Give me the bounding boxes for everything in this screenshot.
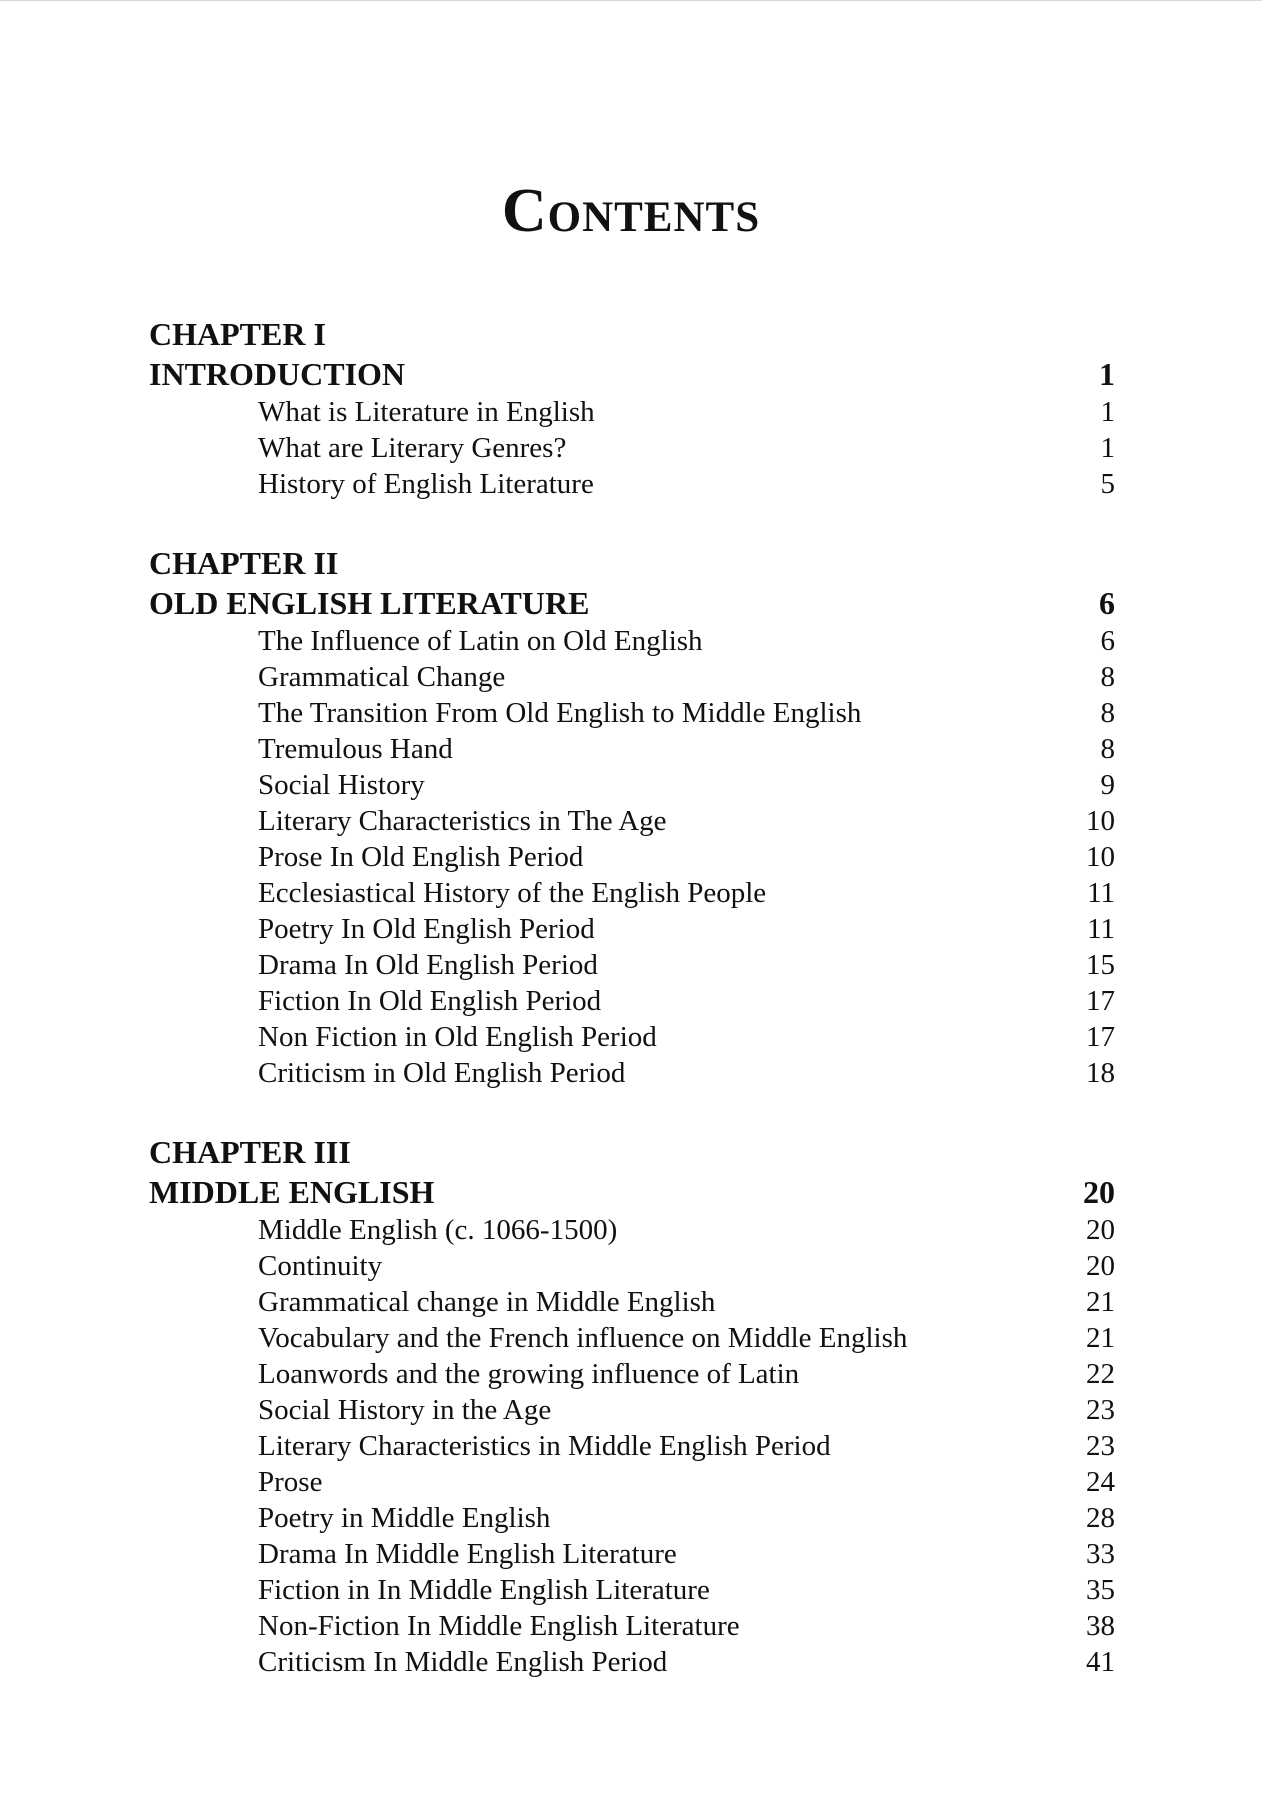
toc-entry[interactable] [149, 1320, 1115, 1356]
toc-entry[interactable] [149, 695, 1115, 731]
toc-entry-page: 11 [1087, 877, 1115, 909]
toc-entry-title: Criticism in Old English Period [258, 1057, 626, 1089]
toc-entry[interactable] [149, 1608, 1115, 1644]
toc-entry-page: 38 [1086, 1610, 1115, 1642]
toc-entry-page: 8 [1100, 733, 1115, 765]
toc-entry[interactable] [149, 466, 1115, 502]
toc-entry-page: 17 [1086, 1021, 1115, 1053]
toc-entry-page: 35 [1086, 1574, 1115, 1606]
toc-entry-page: 21 [1086, 1286, 1115, 1318]
table-of-contents [149, 314, 1115, 1721]
toc-entry-title: Social History [258, 769, 425, 801]
chapter-heading: OLD ENGLISH LITERATURE [149, 585, 590, 621]
toc-entry-title: Prose [258, 1466, 323, 1498]
toc-entry[interactable] [149, 1536, 1115, 1572]
toc-entry-page: 1 [1100, 432, 1115, 464]
toc-entry[interactable] [149, 1428, 1115, 1464]
toc-entry-title: Fiction in In Middle English Literature [258, 1574, 710, 1606]
toc-entry[interactable] [149, 875, 1115, 911]
toc-entry-page: 28 [1086, 1502, 1115, 1534]
toc-entry[interactable] [149, 803, 1115, 839]
toc-entry-page: 18 [1086, 1057, 1115, 1089]
chapter-heading-row[interactable] [149, 354, 1115, 394]
toc-entry[interactable] [149, 1248, 1115, 1284]
toc-entry-page: 6 [1100, 625, 1115, 657]
toc-entry[interactable] [149, 1500, 1115, 1536]
toc-entry-page: 15 [1086, 949, 1115, 981]
toc-entry-title: Literary Characteristics in The Age [258, 805, 667, 837]
toc-entry-title: Poetry In Old English Period [258, 913, 595, 945]
chapter-3 [149, 1132, 1115, 1680]
toc-entry-page: 10 [1086, 841, 1115, 873]
toc-entry-page: 20 [1086, 1214, 1115, 1246]
chapter-page-number: 6 [1099, 585, 1115, 621]
toc-entry-page: 8 [1100, 661, 1115, 693]
toc-entry-title: Ecclesiastical History of the English People [258, 877, 767, 909]
toc-entry[interactable] [149, 911, 1115, 947]
toc-entry-title: Drama In Old English Period [258, 949, 598, 981]
chapter-heading-row[interactable] [149, 1172, 1115, 1212]
chapter-number: CHAPTER II [149, 545, 339, 581]
chapter-number: CHAPTER I [149, 316, 326, 352]
toc-entry-title: Literary Characteristics in Middle English Period [258, 1430, 831, 1462]
toc-entry-title: Vocabulary and the French influence on Middle English [258, 1322, 908, 1354]
toc-entry-title: Non-Fiction In Middle English Literature [258, 1610, 740, 1642]
toc-entry[interactable] [149, 430, 1115, 466]
chapter-number: CHAPTER III [149, 1134, 351, 1170]
toc-entry[interactable] [149, 839, 1115, 875]
toc-entry-title: The Influence of Latin on Old English [258, 625, 703, 657]
toc-entry[interactable] [149, 767, 1115, 803]
toc-entry[interactable] [149, 394, 1115, 430]
toc-entry-page: 11 [1087, 913, 1115, 945]
toc-entry[interactable] [149, 1464, 1115, 1500]
toc-entry-page: 5 [1100, 468, 1115, 500]
chapter-heading-row[interactable] [149, 583, 1115, 623]
chapter-page-number: 1 [1099, 356, 1115, 392]
toc-entry-title: Middle English (c. 1066-1500) [258, 1214, 618, 1246]
toc-entry[interactable] [149, 1644, 1115, 1680]
toc-entry[interactable] [149, 1284, 1115, 1320]
toc-entry[interactable] [149, 1392, 1115, 1428]
toc-entry-page: 10 [1086, 805, 1115, 837]
toc-entry-title: Grammatical change in Middle English [258, 1286, 716, 1318]
toc-entry-title: Grammatical Change [258, 661, 506, 693]
toc-entry[interactable] [149, 659, 1115, 695]
toc-entry-title: Tremulous Hand [258, 733, 453, 765]
toc-entry-title: Prose In Old English Period [258, 841, 584, 873]
chapter-heading: MIDDLE ENGLISH [149, 1174, 435, 1210]
toc-entry[interactable] [149, 623, 1115, 659]
toc-entry-page: 23 [1086, 1394, 1115, 1426]
toc-entry-page: 41 [1086, 1646, 1115, 1678]
toc-entry-title: Fiction In Old English Period [258, 985, 602, 1017]
toc-entry-page: 33 [1086, 1538, 1115, 1570]
toc-entry-title: Drama In Middle English Literature [258, 1538, 677, 1570]
toc-entry-title: Loanwords and the growing influence of Latin [258, 1358, 800, 1390]
chapter-heading: INTRODUCTION [149, 356, 406, 392]
toc-entry-title: Non Fiction in Old English Period [258, 1021, 657, 1053]
toc-entry-page: 22 [1086, 1358, 1115, 1390]
toc-entry[interactable] [149, 1019, 1115, 1055]
toc-entry-title: Poetry in Middle English [258, 1502, 551, 1534]
toc-entry[interactable] [149, 731, 1115, 767]
toc-entry[interactable] [149, 1356, 1115, 1392]
toc-entry-page: 1 [1100, 396, 1115, 428]
page-title: Contents [501, 177, 761, 245]
toc-entry-title: What is Literature in English [258, 396, 595, 428]
toc-entry[interactable] [149, 1055, 1115, 1091]
toc-entry-title: What are Literary Genres? [258, 432, 567, 464]
toc-entry-page: 8 [1100, 697, 1115, 729]
toc-entry-title: Social History in the Age [258, 1394, 552, 1426]
chapter-page-number: 20 [1083, 1174, 1115, 1210]
toc-entry-page: 24 [1086, 1466, 1115, 1498]
toc-entry-title: The Transition From Old English to Middle English [258, 697, 862, 729]
toc-entry-title: History of English Literature [258, 468, 594, 500]
toc-entry-page: 23 [1086, 1430, 1115, 1462]
toc-entry-title: Criticism In Middle English Period [258, 1646, 668, 1678]
toc-entry-page: 21 [1086, 1322, 1115, 1354]
top-divider [0, 0, 1262, 1]
toc-entry-page: 9 [1100, 769, 1115, 801]
toc-entry[interactable] [149, 947, 1115, 983]
toc-entry-title: Continuity [258, 1250, 383, 1282]
toc-entry-page: 17 [1086, 985, 1115, 1017]
toc-entry[interactable] [149, 983, 1115, 1019]
chapter-1 [149, 314, 1115, 502]
chapter-2 [149, 543, 1115, 1091]
toc-entry-page: 20 [1086, 1250, 1115, 1282]
toc-entry[interactable] [149, 1212, 1115, 1248]
toc-entry[interactable] [149, 1572, 1115, 1608]
